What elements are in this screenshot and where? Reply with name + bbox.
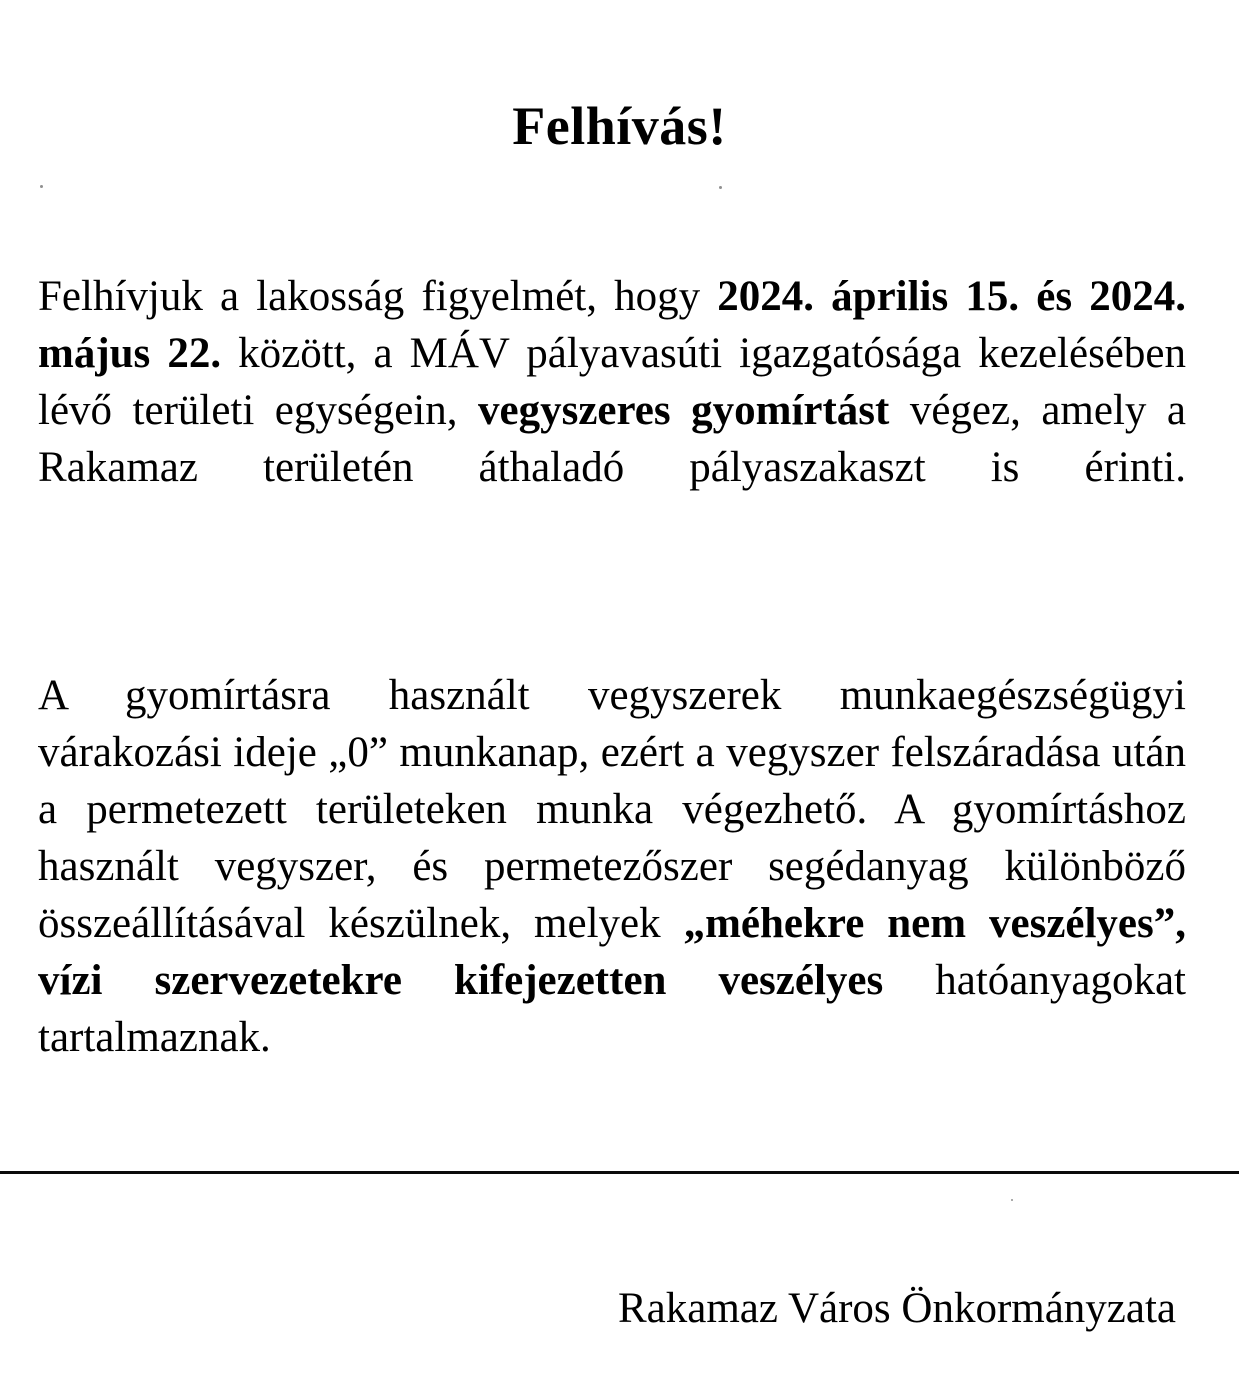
body-text: Felhívjuk a lakosság figyelmét, hogy: [38, 273, 718, 320]
emphasis-text: „méhekre nem veszélyes”, vízi szervezetekre kifejezetten veszélyes: [38, 900, 1187, 1004]
body-text: között, a MÁV pályavasúti igazgatósága kezelésében lévő területi egységein,: [38, 330, 1186, 434]
emphasis-text: 2024. április 15. és 2024. május 22.: [38, 273, 1186, 377]
page-title: Felhívás!: [512, 96, 727, 157]
scan-speckle-icon: [719, 186, 722, 189]
scan-speckle-icon: [1011, 1199, 1013, 1201]
body-text: hatóanyagokat tartalmaznak.: [38, 957, 1186, 1061]
body-text: A gyomírtásra használt vegyszerek munkaegészségügyi várakozási ideje „0” munkanap, ezért a vegyszer felszáradása után a permetezett területeken munka végezhető. A gyomírtáshoz használt vegyszer, és permetezőszer segédanyag különböző összeállításával készülnek, melyek: [38, 672, 1186, 947]
signature-line: Rakamaz Város Önkormányzata: [618, 1285, 1176, 1332]
scan-speckle-icon: [40, 185, 43, 188]
body-text: végez, amely a Rakamaz területén áthaladó pályaszakaszt is érinti.: [38, 387, 1186, 491]
document-body: [38, 268, 1186, 1123]
horizontal-divider: [0, 1171, 1239, 1174]
paragraph-notice-period: [38, 268, 1186, 553]
paragraph-safety-info: [38, 667, 1186, 1123]
emphasis-text: vegyszeres gyomírtást: [478, 387, 890, 434]
